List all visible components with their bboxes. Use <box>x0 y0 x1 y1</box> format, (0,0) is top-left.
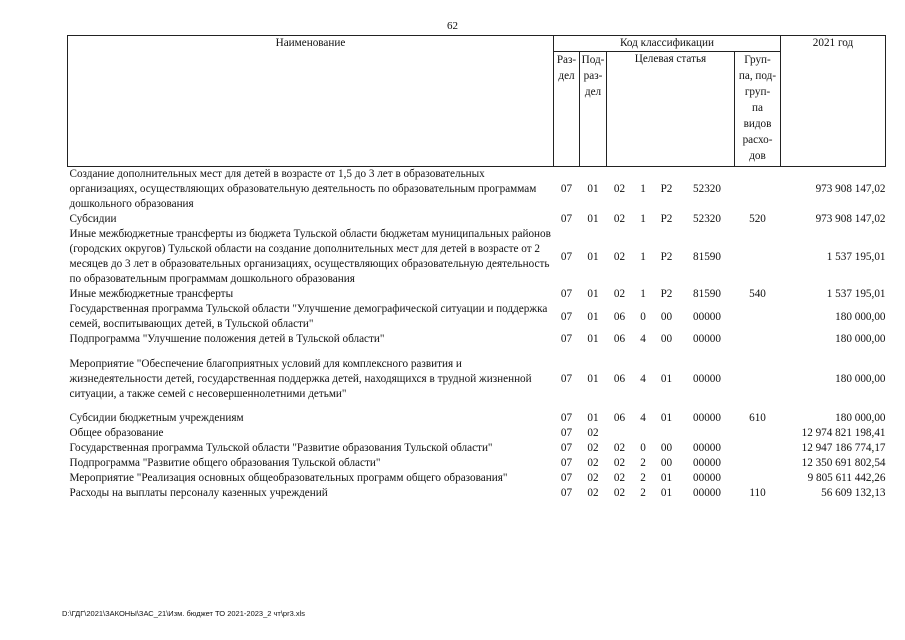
target-part4-cell: 00000 <box>693 412 721 424</box>
row-name: Подпрограмма "Улучшение положения детей в Тульской области" <box>69 333 385 345</box>
header-year: 2021 год <box>781 36 886 167</box>
header-group: Груп- па, под- груп- па видов расхо- дов <box>735 52 781 167</box>
group-cell: 520 <box>749 213 766 225</box>
razdel-cell: 07 <box>560 427 573 439</box>
table-row <box>68 167 886 213</box>
target-part2-cell: 2 <box>640 457 646 469</box>
group-cell <box>735 302 781 332</box>
row-name: Расходы на выплаты персоналу казенных учреждений <box>69 487 328 499</box>
header-name: Наименование <box>68 36 554 167</box>
target-part1-cell <box>607 426 633 441</box>
table-row <box>68 332 886 347</box>
target-part2-cell: 1 <box>640 250 646 263</box>
podrazdel-cell: 02 <box>587 457 599 469</box>
razdel-cell: 07 <box>560 472 573 484</box>
header-podrazdel: Под- раз- дел <box>580 52 607 167</box>
razdel-cell: 07 <box>560 183 573 195</box>
amount-cell: 56 609 132,13 <box>821 487 886 499</box>
table-row <box>68 426 886 441</box>
podrazdel-cell: 01 <box>587 213 599 225</box>
header-code: Код классификации <box>554 36 781 52</box>
razdel-cell: 07 <box>560 288 573 300</box>
target-part2-cell: 1 <box>640 213 646 225</box>
table-row <box>68 471 886 486</box>
target-part4-cell: 00000 <box>693 333 721 345</box>
razdel-cell: 07 <box>560 333 573 345</box>
page-number: 62 <box>447 20 458 32</box>
target-part2-cell <box>633 426 654 441</box>
razdel-cell: 07 <box>560 213 573 225</box>
target-part3-cell: 01 <box>660 487 673 499</box>
podrazdel-cell: 01 <box>587 412 599 424</box>
podrazdel-cell: 01 <box>587 288 599 300</box>
amount-cell: 12 350 691 802,54 <box>801 457 886 469</box>
target-part4-cell: 00000 <box>693 373 721 385</box>
amount-cell: 973 908 147,02 <box>815 213 886 225</box>
podrazdel-cell: 02 <box>587 427 599 439</box>
amount-cell: 180 000,00 <box>835 412 886 424</box>
podrazdel-cell: 02 <box>587 472 599 484</box>
table-row <box>68 456 886 471</box>
target-part1-cell: 06 <box>613 333 626 345</box>
amount-cell: 180 000,00 <box>835 333 886 345</box>
group-cell: 610 <box>749 412 766 424</box>
group-cell: 540 <box>749 288 766 300</box>
target-part1-cell: 02 <box>613 457 626 469</box>
row-name: Субсидии бюджетным учреждениям <box>69 412 244 424</box>
amount-cell: 12 974 821 198,41 <box>801 427 886 439</box>
target-part2-cell: 1 <box>640 183 646 195</box>
target-part1-cell: 06 <box>613 412 626 424</box>
table-row <box>68 402 886 426</box>
table-row <box>68 302 886 332</box>
row-name: Иные межбюджетные трансферты <box>69 288 234 300</box>
target-part3-cell: 00 <box>660 457 673 469</box>
target-part1-cell: 02 <box>613 288 626 300</box>
group-cell <box>735 167 781 213</box>
razdel-cell: 07 <box>560 412 573 424</box>
group-cell <box>735 441 781 456</box>
group-cell <box>735 227 781 287</box>
razdel-cell: 07 <box>560 373 573 385</box>
table-row <box>68 212 886 227</box>
group-cell <box>735 332 781 347</box>
target-part3-cell: 01 <box>660 472 673 484</box>
amount-cell: 12 947 186 774,17 <box>801 442 886 454</box>
row-name: Мероприятие "Обеспечение благоприятных условий для комплексного развития и жизнедеятельности детей, государственная поддержка детей, находящихся в трудной жизненной ситуации, а также семей с несовершеннолетними детьми" <box>69 358 532 400</box>
amount-cell: 180 000,00 <box>835 310 886 323</box>
podrazdel-cell: 02 <box>587 442 599 454</box>
target-part3-cell: 00 <box>660 310 673 323</box>
target-part4-cell <box>680 426 735 441</box>
target-part1-cell: 06 <box>613 373 626 385</box>
table-row <box>68 287 886 302</box>
group-cell <box>735 426 781 441</box>
podrazdel-cell: 01 <box>587 373 599 385</box>
target-part2-cell: 1 <box>640 288 646 300</box>
target-part3-cell: P2 <box>660 250 673 263</box>
razdel-cell: 07 <box>560 250 573 263</box>
header-target: Целевая статья <box>607 52 735 167</box>
header-razdel: Раз- дел <box>554 52 580 167</box>
target-part2-cell: 4 <box>640 373 646 385</box>
amount-cell: 1 537 195,01 <box>826 288 886 300</box>
razdel-cell: 07 <box>560 487 573 499</box>
group-cell: 110 <box>749 487 766 499</box>
podrazdel-cell: 01 <box>587 183 599 195</box>
budget-table <box>67 35 886 501</box>
target-part3-cell: P2 <box>660 183 673 195</box>
target-part2-cell: 0 <box>640 442 646 454</box>
target-part1-cell: 02 <box>613 472 626 484</box>
amount-cell: 1 537 195,01 <box>826 250 886 263</box>
table-row <box>68 486 886 501</box>
target-part4-cell: 81590 <box>693 250 721 263</box>
target-part4-cell: 52320 <box>693 213 721 225</box>
target-part2-cell: 4 <box>640 412 646 424</box>
target-part4-cell: 00000 <box>693 310 721 323</box>
target-part4-cell: 00000 <box>693 487 721 499</box>
table-body <box>68 167 886 502</box>
table-row <box>68 441 886 456</box>
podrazdel-cell: 02 <box>587 487 599 499</box>
target-part1-cell: 02 <box>613 183 626 195</box>
target-part3-cell: 00 <box>660 442 673 454</box>
target-part1-cell: 02 <box>613 487 626 499</box>
target-part2-cell: 2 <box>640 487 646 499</box>
row-name: Субсидии <box>69 213 117 225</box>
row-name: Создание дополнительных мест для детей в возрасте от 1,5 до 3 лет в образовательных организациях, осуществляющих образовательную деятельность по образовательным программам дошкольного образования <box>69 168 537 210</box>
target-part2-cell: 4 <box>640 333 646 345</box>
target-part3-cell: P2 <box>660 213 673 225</box>
target-part3-cell: 01 <box>660 373 673 385</box>
razdel-cell: 07 <box>560 457 573 469</box>
row-name: Государственная программа Тульской области "Улучшение демографической ситуации и поддержка семей, воспитывающих детей, в Тульской области" <box>69 303 548 330</box>
row-name: Подпрограмма "Развитие общего образования Тульской области" <box>69 457 381 469</box>
row-name: Государственная программа Тульской области "Развитие образования Тульской области" <box>69 442 493 454</box>
row-name: Иные межбюджетные трансферты из бюджета Тульской области бюджетам муниципальных районов (городских округов) Тульской области на создание дополнительных мест для детей в возрасте от 2 месяцев до 3 лет в образовательных организациях, осуществляющих образовательную деятельность по образовательным программам дошкольного образования <box>69 228 551 285</box>
target-part1-cell: 02 <box>613 442 626 454</box>
group-cell <box>735 347 781 402</box>
target-part3-cell: 00 <box>660 333 673 345</box>
amount-cell: 973 908 147,02 <box>815 183 886 195</box>
table-row <box>68 227 886 287</box>
target-part3-cell: P2 <box>660 288 673 300</box>
podrazdel-cell: 01 <box>587 250 599 263</box>
group-cell <box>735 456 781 471</box>
target-part4-cell: 00000 <box>693 457 721 469</box>
target-part4-cell: 00000 <box>693 442 721 454</box>
target-part2-cell: 2 <box>640 472 646 484</box>
podrazdel-cell: 01 <box>587 310 599 323</box>
razdel-cell: 07 <box>560 442 573 454</box>
podrazdel-cell: 01 <box>587 333 599 345</box>
target-part4-cell: 81590 <box>693 288 721 300</box>
target-part3-cell <box>654 426 680 441</box>
file-path-footer: D:\ГДГ\2021\ЗАКОНЫ\ЗАС_21\Изм. бюджет ТО 2021-2023_2 чт\pr3.xls <box>62 609 306 618</box>
target-part1-cell: 06 <box>613 310 626 323</box>
amount-cell: 180 000,00 <box>835 373 886 385</box>
row-name: Мероприятие "Реализация основных общеобразовательных программ общего образования" <box>69 472 508 484</box>
row-name: Общее образование <box>69 427 164 439</box>
target-part4-cell: 52320 <box>693 183 721 195</box>
table-row <box>68 347 886 402</box>
target-part2-cell: 0 <box>640 310 646 323</box>
target-part3-cell: 01 <box>660 412 673 424</box>
table-header <box>68 36 886 167</box>
target-part1-cell: 02 <box>613 213 626 225</box>
razdel-cell: 07 <box>560 310 573 323</box>
target-part4-cell: 00000 <box>693 472 721 484</box>
amount-cell: 9 805 611 442,26 <box>807 472 886 484</box>
target-part1-cell: 02 <box>613 250 626 263</box>
group-cell <box>735 471 781 486</box>
